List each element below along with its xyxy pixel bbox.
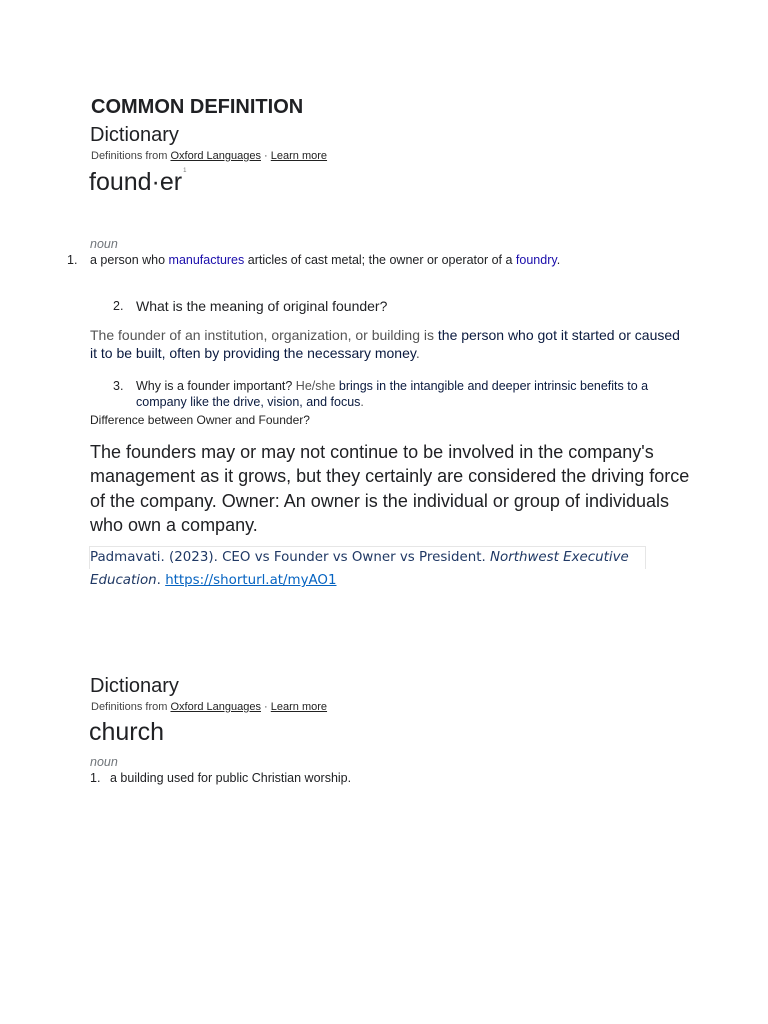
page-title: COMMON DEFINITION xyxy=(91,96,304,118)
source-separator: · xyxy=(261,150,271,162)
citation-journal: Northwest Executive Education xyxy=(90,550,629,588)
definition-source-2 xyxy=(91,701,327,713)
dictionary-label-2: Dictionary xyxy=(90,675,179,697)
question-2-number: 2. xyxy=(113,299,124,313)
part-of-speech-2: noun xyxy=(90,755,118,769)
answer-2-highlight: the person who got it started or caused it to be built, often by providing the necessary money xyxy=(90,327,680,361)
headword-superscript: 1 xyxy=(183,168,187,174)
definition-text-2: a building used for public Christian worship. xyxy=(110,771,352,785)
question-3-answer: brings in the intangible and deeper intrinsic benefits to a company like the drive, vision, and focus xyxy=(136,379,649,409)
question-3-subject: He/she xyxy=(295,379,336,393)
source-prefix-2: Definitions from xyxy=(91,701,171,713)
headword-text: found·er xyxy=(89,168,183,196)
citation-url-link[interactable]: https://shorturl.at/myAO1 xyxy=(165,573,337,588)
definition-number-2: 1. xyxy=(90,771,101,785)
learn-more-link[interactable]: Learn more xyxy=(270,150,328,162)
headword-founder xyxy=(89,168,186,197)
citation-text: Padmavati. (2023). CEO vs Founder vs Owner vs President. xyxy=(90,550,491,565)
source-separator-2: · xyxy=(261,701,271,713)
question-2-answer xyxy=(90,326,690,362)
definition-number: 1. xyxy=(67,253,78,267)
question-3-end: . xyxy=(360,395,364,409)
oxford-languages-link-2[interactable]: Oxford Languages xyxy=(170,701,261,713)
citation xyxy=(90,546,690,592)
answer-2-end: . xyxy=(415,345,420,361)
definition-text xyxy=(90,253,560,267)
definition-part-2: articles of cast metal; the owner or operator of a xyxy=(244,253,516,267)
question-3-number: 3. xyxy=(113,379,124,393)
manufactures-link[interactable]: manufactures xyxy=(168,253,245,267)
citation-separator: . xyxy=(156,573,166,588)
difference-title: Difference between Owner and Founder? xyxy=(90,413,310,427)
headword-church: church xyxy=(89,718,165,746)
answer-2-intro: The founder of an institution, organization, or building is xyxy=(90,327,438,343)
foundry-link[interactable]: foundry xyxy=(515,253,557,267)
source-prefix: Definitions from xyxy=(91,150,171,162)
learn-more-link-2[interactable]: Learn more xyxy=(270,701,328,713)
definition-end: . xyxy=(556,253,561,267)
part-of-speech: noun xyxy=(90,237,118,251)
question-3-text xyxy=(136,378,686,410)
question-3-question: Why is a founder important? xyxy=(136,379,296,393)
definition-source xyxy=(91,150,327,162)
oxford-languages-link[interactable]: Oxford Languages xyxy=(170,150,261,162)
difference-text: The founders may or may not continue to be involved in the company's management as it grows, but they certainly are considered the driving force of the company. Owner: An owner is the individual or group of individuals who own a company. xyxy=(90,442,690,535)
dictionary-label: Dictionary xyxy=(90,124,179,146)
definition-part-1: a person who xyxy=(90,253,169,267)
question-2-text: What is the meaning of original founder? xyxy=(136,298,388,314)
